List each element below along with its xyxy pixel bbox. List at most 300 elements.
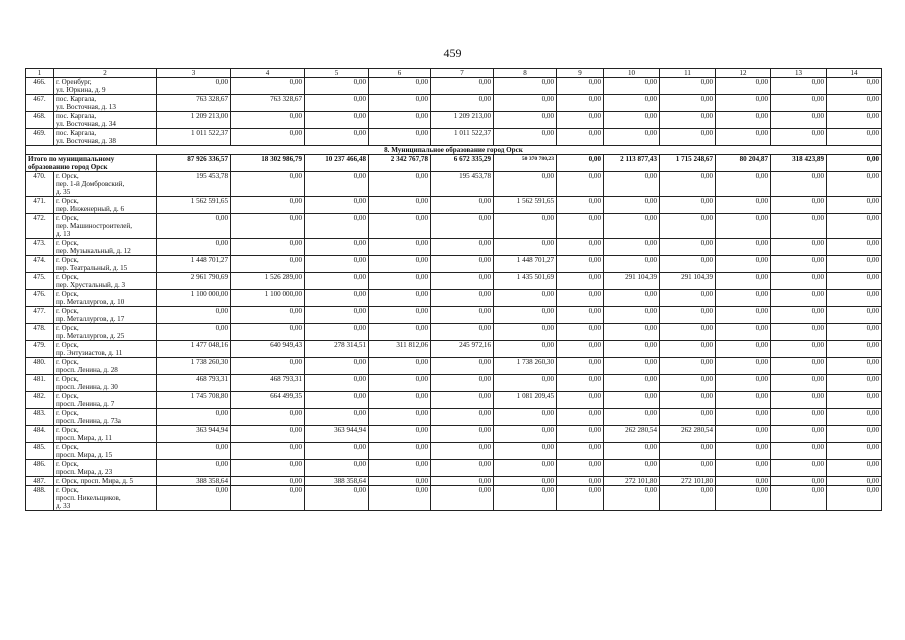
table-row bbox=[26, 409, 882, 426]
value-cell: 0,00 bbox=[431, 78, 494, 95]
page-number: 459 bbox=[443, 46, 462, 60]
value-cell: 1 011 522,37 bbox=[431, 129, 494, 146]
value-cell: 0,00 bbox=[771, 290, 827, 307]
address-cell bbox=[54, 95, 157, 112]
table-row bbox=[26, 78, 882, 95]
value-cell: 0,00 bbox=[557, 95, 604, 112]
value-cell: 0,00 bbox=[660, 256, 716, 273]
row-number: 473. bbox=[26, 239, 54, 256]
value-cell: 0,00 bbox=[431, 307, 494, 324]
value-cell: 0,00 bbox=[827, 129, 882, 146]
value-cell: 0,00 bbox=[557, 460, 604, 477]
value-cell: 0,00 bbox=[716, 273, 771, 290]
address-cell bbox=[54, 197, 157, 214]
value-cell: 0,00 bbox=[557, 409, 604, 426]
address-line: просп. Ленина, д. 7 bbox=[56, 400, 115, 408]
row-number: 485. bbox=[26, 443, 54, 460]
row-number: 482. bbox=[26, 392, 54, 409]
value-cell: 1 011 522,37 bbox=[157, 129, 231, 146]
value-cell: 262 280,54 bbox=[660, 426, 716, 443]
value-cell: 0,00 bbox=[827, 486, 882, 511]
address-line: ул. Юркина, д. 9 bbox=[56, 86, 106, 94]
value-cell: 0,00 bbox=[431, 477, 494, 486]
row-number: 481. bbox=[26, 375, 54, 392]
value-cell: 0,00 bbox=[660, 392, 716, 409]
value-cell: 0,00 bbox=[771, 95, 827, 112]
table-row bbox=[26, 273, 882, 290]
value-cell: 0,00 bbox=[369, 477, 431, 486]
address-cell bbox=[54, 477, 157, 486]
value-cell: 0,00 bbox=[231, 477, 305, 486]
value-cell: 0,00 bbox=[557, 290, 604, 307]
table-row bbox=[26, 392, 882, 409]
address-cell bbox=[26, 155, 157, 172]
row-number: 476. bbox=[26, 290, 54, 307]
address-cell bbox=[54, 375, 157, 392]
value-cell: 0,00 bbox=[604, 129, 660, 146]
address-line: г. Орск, bbox=[56, 239, 79, 247]
value-cell: 0,00 bbox=[557, 172, 604, 197]
address-line: г. Орск, bbox=[56, 290, 79, 298]
value-cell: 0,00 bbox=[157, 239, 231, 256]
table-row bbox=[26, 112, 882, 129]
value-cell: 0,00 bbox=[369, 273, 431, 290]
value-cell: 1 435 501,69 bbox=[494, 273, 557, 290]
value-cell: 0,00 bbox=[305, 172, 369, 197]
value-cell: 1 081 209,45 bbox=[494, 392, 557, 409]
value-cell: 1 526 289,00 bbox=[231, 273, 305, 290]
row-number: 478. bbox=[26, 324, 54, 341]
value-cell: 0,00 bbox=[369, 172, 431, 197]
value-cell: 0,00 bbox=[494, 460, 557, 477]
value-cell: 262 280,54 bbox=[604, 426, 660, 443]
address-cell bbox=[54, 78, 157, 95]
value-cell: 0,00 bbox=[771, 426, 827, 443]
column-header: 1 bbox=[26, 69, 54, 78]
value-cell: 0,00 bbox=[604, 460, 660, 477]
value-cell: 0,00 bbox=[494, 443, 557, 460]
value-cell: 0,00 bbox=[231, 324, 305, 341]
table-body bbox=[26, 69, 882, 511]
value-cell: 0,00 bbox=[716, 409, 771, 426]
value-cell: 0,00 bbox=[557, 358, 604, 375]
value-cell: 0,00 bbox=[660, 375, 716, 392]
value-cell: 0,00 bbox=[771, 172, 827, 197]
address-cell bbox=[54, 409, 157, 426]
total-value: 18 302 986,79 bbox=[231, 155, 305, 172]
value-cell: 0,00 bbox=[431, 95, 494, 112]
value-cell: 0,00 bbox=[431, 358, 494, 375]
value-cell: 1 448 701,27 bbox=[157, 256, 231, 273]
value-cell: 0,00 bbox=[231, 358, 305, 375]
address-line: г. Орск, bbox=[56, 256, 79, 264]
column-header: 5 bbox=[305, 69, 369, 78]
address-line: пр. Энтузиастов, д. 11 bbox=[56, 349, 123, 357]
value-cell: 0,00 bbox=[231, 307, 305, 324]
table-row bbox=[26, 129, 882, 146]
address-line: г. Орск, bbox=[56, 486, 79, 494]
value-cell: 0,00 bbox=[604, 392, 660, 409]
value-cell: 0,00 bbox=[604, 443, 660, 460]
table-row bbox=[26, 290, 882, 307]
value-cell: 0,00 bbox=[494, 214, 557, 239]
column-header: 2 bbox=[54, 69, 157, 78]
value-cell: 0,00 bbox=[716, 78, 771, 95]
value-cell: 0,00 bbox=[369, 197, 431, 214]
address-line: просп. Ленина, д. 73а bbox=[56, 417, 121, 425]
total-value: 50 370 780,23 bbox=[494, 155, 557, 172]
address-line: ул. Восточная, д. 38 bbox=[56, 137, 116, 145]
column-header: 12 bbox=[716, 69, 771, 78]
value-cell: 0,00 bbox=[369, 358, 431, 375]
value-cell: 0,00 bbox=[431, 392, 494, 409]
address-cell bbox=[54, 214, 157, 239]
value-cell: 0,00 bbox=[494, 95, 557, 112]
address-line: пер. 1-й Домбровский, bbox=[56, 180, 125, 188]
value-cell: 0,00 bbox=[604, 375, 660, 392]
value-cell: 0,00 bbox=[716, 307, 771, 324]
address-line: г. Орск, bbox=[56, 341, 79, 349]
value-cell: 0,00 bbox=[557, 341, 604, 358]
address-line: д. 33 bbox=[56, 502, 71, 510]
table-row bbox=[26, 307, 882, 324]
address-cell bbox=[54, 129, 157, 146]
value-cell: 0,00 bbox=[660, 172, 716, 197]
value-cell: 1 738 260,30 bbox=[157, 358, 231, 375]
table-row bbox=[26, 239, 882, 256]
value-cell: 0,00 bbox=[231, 409, 305, 426]
value-cell: 0,00 bbox=[369, 112, 431, 129]
table-row bbox=[26, 95, 882, 112]
value-cell: 0,00 bbox=[716, 392, 771, 409]
table-row bbox=[26, 197, 882, 214]
value-cell: 0,00 bbox=[604, 112, 660, 129]
value-cell: 0,00 bbox=[431, 426, 494, 443]
column-header: 6 bbox=[369, 69, 431, 78]
address-cell bbox=[54, 426, 157, 443]
value-cell: 0,00 bbox=[231, 78, 305, 95]
value-cell: 278 314,51 bbox=[305, 341, 369, 358]
value-cell: 0,00 bbox=[771, 129, 827, 146]
value-cell: 0,00 bbox=[716, 129, 771, 146]
value-cell: 0,00 bbox=[827, 460, 882, 477]
value-cell: 363 944,94 bbox=[157, 426, 231, 443]
value-cell: 0,00 bbox=[369, 256, 431, 273]
address-cell bbox=[54, 358, 157, 375]
value-cell: 0,00 bbox=[557, 112, 604, 129]
value-cell: 0,00 bbox=[305, 307, 369, 324]
value-cell: 0,00 bbox=[827, 307, 882, 324]
value-cell: 195 453,78 bbox=[157, 172, 231, 197]
value-cell: 0,00 bbox=[431, 290, 494, 307]
value-cell: 0,00 bbox=[771, 256, 827, 273]
value-cell: 0,00 bbox=[771, 409, 827, 426]
address-line: г. Орск, bbox=[56, 358, 79, 366]
value-cell: 0,00 bbox=[716, 214, 771, 239]
address-line: просп. Мира, д. 23 bbox=[56, 468, 113, 476]
value-cell: 0,00 bbox=[494, 409, 557, 426]
value-cell: 0,00 bbox=[827, 273, 882, 290]
value-cell: 0,00 bbox=[660, 290, 716, 307]
value-cell: 0,00 bbox=[716, 426, 771, 443]
value-cell: 0,00 bbox=[771, 112, 827, 129]
row-number: 475. bbox=[26, 273, 54, 290]
section-title: 8. Муниципальное образование город Орск bbox=[26, 146, 882, 155]
address-line: г. Орск, bbox=[56, 273, 79, 281]
value-cell: 0,00 bbox=[827, 214, 882, 239]
address-line: ул. Восточная, д. 34 bbox=[56, 120, 116, 128]
row-number: 466. bbox=[26, 78, 54, 95]
value-cell: 0,00 bbox=[660, 129, 716, 146]
value-cell: 0,00 bbox=[231, 443, 305, 460]
value-cell: 0,00 bbox=[557, 273, 604, 290]
value-cell: 0,00 bbox=[231, 129, 305, 146]
value-cell: 0,00 bbox=[827, 290, 882, 307]
value-cell: 291 104,39 bbox=[604, 273, 660, 290]
value-cell: 0,00 bbox=[660, 78, 716, 95]
address-line: пос. Каргала, bbox=[56, 129, 97, 137]
value-cell: 272 101,80 bbox=[660, 477, 716, 486]
address-line: г. Орск, bbox=[56, 392, 79, 400]
total-value: 2 113 877,43 bbox=[604, 155, 660, 172]
total-value: 87 926 336,57 bbox=[157, 155, 231, 172]
value-cell: 0,00 bbox=[771, 392, 827, 409]
value-cell: 195 453,78 bbox=[431, 172, 494, 197]
value-cell: 363 944,94 bbox=[305, 426, 369, 443]
address-line: пер. Инженерный, д. 6 bbox=[56, 205, 125, 213]
value-cell: 0,00 bbox=[557, 426, 604, 443]
value-cell: 0,00 bbox=[494, 324, 557, 341]
value-cell: 0,00 bbox=[660, 95, 716, 112]
value-cell: 1 209 213,00 bbox=[157, 112, 231, 129]
value-cell: 245 972,16 bbox=[431, 341, 494, 358]
table-row bbox=[26, 358, 882, 375]
value-cell: 0,00 bbox=[431, 460, 494, 477]
row-number: 479. bbox=[26, 341, 54, 358]
value-cell: 1 209 213,00 bbox=[431, 112, 494, 129]
value-cell: 0,00 bbox=[557, 256, 604, 273]
value-cell: 0,00 bbox=[604, 358, 660, 375]
row-number: 472. bbox=[26, 214, 54, 239]
value-cell: 1 562 591,65 bbox=[157, 197, 231, 214]
value-cell: 0,00 bbox=[604, 239, 660, 256]
value-cell: 0,00 bbox=[827, 409, 882, 426]
value-cell: 0,00 bbox=[771, 443, 827, 460]
row-number: 488. bbox=[26, 486, 54, 511]
row-number: 470. bbox=[26, 172, 54, 197]
value-cell: 0,00 bbox=[771, 477, 827, 486]
value-cell: 0,00 bbox=[157, 443, 231, 460]
value-cell: 0,00 bbox=[827, 239, 882, 256]
total-value: 6 672 335,29 bbox=[431, 155, 494, 172]
value-cell: 0,00 bbox=[305, 409, 369, 426]
address-line: г. Орск, bbox=[56, 307, 79, 315]
value-cell: 0,00 bbox=[604, 290, 660, 307]
value-cell: 0,00 bbox=[305, 443, 369, 460]
value-cell: 0,00 bbox=[305, 214, 369, 239]
value-cell: 0,00 bbox=[557, 486, 604, 511]
address-cell bbox=[54, 486, 157, 511]
value-cell: 0,00 bbox=[305, 129, 369, 146]
value-cell: 0,00 bbox=[231, 460, 305, 477]
total-value: 80 204,87 bbox=[716, 155, 771, 172]
value-cell: 0,00 bbox=[716, 256, 771, 273]
value-cell: 0,00 bbox=[604, 307, 660, 324]
value-cell: 0,00 bbox=[827, 375, 882, 392]
value-cell: 0,00 bbox=[771, 214, 827, 239]
value-cell: 0,00 bbox=[557, 392, 604, 409]
address-line: пр. Металлургов, д. 17 bbox=[56, 315, 125, 323]
value-cell: 0,00 bbox=[231, 239, 305, 256]
address-line: Итого по муниципальному bbox=[28, 155, 115, 163]
value-cell: 0,00 bbox=[716, 358, 771, 375]
address-line: г. Орск, bbox=[56, 214, 79, 222]
row-number: 477. bbox=[26, 307, 54, 324]
value-cell: 0,00 bbox=[305, 273, 369, 290]
total-value: 1 715 248,67 bbox=[660, 155, 716, 172]
address-cell bbox=[54, 273, 157, 290]
row-number: 486. bbox=[26, 460, 54, 477]
address-line: просп. Никельщиков, bbox=[56, 494, 121, 502]
address-line: просп. Мира, д. 15 bbox=[56, 451, 113, 459]
value-cell: 0,00 bbox=[604, 214, 660, 239]
table-row bbox=[26, 341, 882, 358]
value-cell: 0,00 bbox=[604, 324, 660, 341]
value-cell: 0,00 bbox=[660, 460, 716, 477]
value-cell: 0,00 bbox=[604, 409, 660, 426]
value-cell: 0,00 bbox=[604, 486, 660, 511]
address-cell bbox=[54, 341, 157, 358]
value-cell: 0,00 bbox=[494, 426, 557, 443]
value-cell: 0,00 bbox=[771, 375, 827, 392]
value-cell: 0,00 bbox=[557, 239, 604, 256]
value-cell: 0,00 bbox=[494, 307, 557, 324]
value-cell: 0,00 bbox=[716, 112, 771, 129]
address-line: пос. Каргала, bbox=[56, 95, 97, 103]
value-cell: 0,00 bbox=[494, 239, 557, 256]
value-cell: 0,00 bbox=[369, 95, 431, 112]
value-cell: 0,00 bbox=[369, 426, 431, 443]
row-number: 469. bbox=[26, 129, 54, 146]
section-row bbox=[26, 146, 882, 155]
value-cell: 0,00 bbox=[231, 172, 305, 197]
value-cell: 0,00 bbox=[660, 409, 716, 426]
value-cell: 0,00 bbox=[716, 197, 771, 214]
address-cell bbox=[54, 460, 157, 477]
value-cell: 0,00 bbox=[716, 460, 771, 477]
value-cell: 1 448 701,27 bbox=[494, 256, 557, 273]
total-row bbox=[26, 155, 882, 172]
value-cell: 0,00 bbox=[557, 443, 604, 460]
address-line: г. Орск, bbox=[56, 375, 79, 383]
table-row bbox=[26, 443, 882, 460]
value-cell: 0,00 bbox=[305, 375, 369, 392]
value-cell: 0,00 bbox=[494, 477, 557, 486]
value-cell: 640 949,43 bbox=[231, 341, 305, 358]
value-cell: 0,00 bbox=[494, 112, 557, 129]
value-cell: 0,00 bbox=[157, 324, 231, 341]
value-cell: 0,00 bbox=[305, 392, 369, 409]
address-line: г. Орск, bbox=[56, 443, 79, 451]
value-cell: 0,00 bbox=[771, 197, 827, 214]
value-cell: 0,00 bbox=[604, 197, 660, 214]
value-cell: 0,00 bbox=[827, 477, 882, 486]
value-cell: 0,00 bbox=[771, 307, 827, 324]
value-cell: 0,00 bbox=[557, 375, 604, 392]
column-header: 4 bbox=[231, 69, 305, 78]
address-cell bbox=[54, 256, 157, 273]
value-cell: 0,00 bbox=[660, 307, 716, 324]
address-cell bbox=[54, 290, 157, 307]
value-cell: 0,00 bbox=[604, 95, 660, 112]
row-number: 484. bbox=[26, 426, 54, 443]
value-cell: 0,00 bbox=[660, 324, 716, 341]
value-cell: 0,00 bbox=[660, 341, 716, 358]
value-cell: 0,00 bbox=[305, 290, 369, 307]
value-cell: 468 793,31 bbox=[231, 375, 305, 392]
address-line: г. Орск, bbox=[56, 409, 79, 417]
total-value: 10 237 466,48 bbox=[305, 155, 369, 172]
address-line: г. Орск, bbox=[56, 460, 79, 468]
value-cell: 0,00 bbox=[431, 239, 494, 256]
value-cell: 0,00 bbox=[716, 172, 771, 197]
address-line: образованию город Орск bbox=[28, 163, 108, 171]
column-header: 11 bbox=[660, 69, 716, 78]
value-cell: 0,00 bbox=[827, 443, 882, 460]
value-cell: 0,00 bbox=[771, 341, 827, 358]
row-number: 483. bbox=[26, 409, 54, 426]
value-cell: 0,00 bbox=[771, 460, 827, 477]
value-cell: 0,00 bbox=[305, 239, 369, 256]
value-cell: 0,00 bbox=[716, 443, 771, 460]
address-line: пер. Хрустальный, д. 3 bbox=[56, 281, 126, 289]
address-cell bbox=[54, 307, 157, 324]
column-header: 7 bbox=[431, 69, 494, 78]
value-cell: 0,00 bbox=[494, 375, 557, 392]
value-cell: 0,00 bbox=[231, 486, 305, 511]
value-cell: 0,00 bbox=[305, 256, 369, 273]
value-cell: 0,00 bbox=[157, 214, 231, 239]
value-cell: 0,00 bbox=[716, 341, 771, 358]
row-number: 471. bbox=[26, 197, 54, 214]
value-cell: 0,00 bbox=[369, 443, 431, 460]
value-cell: 0,00 bbox=[431, 197, 494, 214]
value-cell: 0,00 bbox=[431, 409, 494, 426]
value-cell: 0,00 bbox=[494, 129, 557, 146]
value-cell: 0,00 bbox=[827, 341, 882, 358]
value-cell: 0,00 bbox=[431, 443, 494, 460]
value-cell: 0,00 bbox=[557, 78, 604, 95]
value-cell: 0,00 bbox=[827, 112, 882, 129]
value-cell: 0,00 bbox=[431, 214, 494, 239]
value-cell: 0,00 bbox=[557, 477, 604, 486]
total-value: 2 342 767,78 bbox=[369, 155, 431, 172]
column-header: 9 bbox=[557, 69, 604, 78]
address-line: г. Орск, bbox=[56, 197, 79, 205]
address-line: г. Орск, просп. Мира, д. 5 bbox=[56, 477, 134, 485]
value-cell: 0,00 bbox=[369, 324, 431, 341]
value-cell: 0,00 bbox=[557, 197, 604, 214]
total-value: 0,00 bbox=[557, 155, 604, 172]
value-cell: 763 328,67 bbox=[157, 95, 231, 112]
address-line: пр. Металлургов, д. 10 bbox=[56, 298, 125, 306]
value-cell: 468 793,31 bbox=[157, 375, 231, 392]
value-cell: 0,00 bbox=[369, 409, 431, 426]
address-line: просп. Ленина, д. 28 bbox=[56, 366, 118, 374]
value-cell: 2 961 790,69 bbox=[157, 273, 231, 290]
value-cell: 0,00 bbox=[604, 78, 660, 95]
address-cell bbox=[54, 172, 157, 197]
